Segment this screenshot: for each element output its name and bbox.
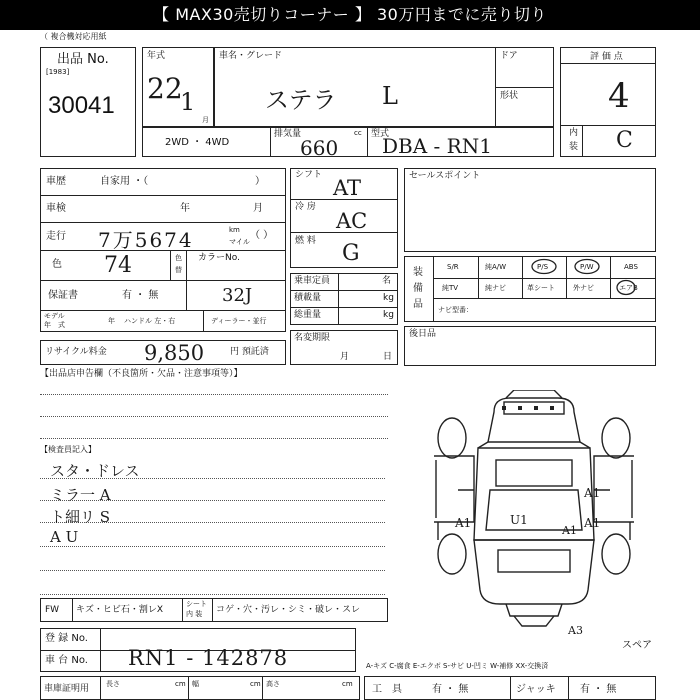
inspection-label: 車検 xyxy=(46,203,66,214)
registration-label: 登 録 No. xyxy=(45,633,88,644)
fuel-value: G xyxy=(342,241,360,266)
aircon-value: AC xyxy=(336,209,368,233)
tools-label: 工 具 xyxy=(372,684,402,695)
tools-options: 有 ・ 無 xyxy=(432,684,469,695)
displacement-unit: cc xyxy=(354,129,362,137)
year-value: 22 xyxy=(147,72,183,105)
mileage-label: 走行 xyxy=(46,231,66,242)
mileage-unit-km: km xyxy=(229,226,240,234)
damage-legend: A-キズ C-腐食 E-エクボ S-サビ U-凹ミ W-補修 XX-交換済 xyxy=(366,662,549,670)
capacity-unit: 名 xyxy=(382,276,392,286)
inspector-note-3: ト細リ S xyxy=(50,508,111,526)
color-value: 74 xyxy=(104,253,132,278)
name-change-month: 月 xyxy=(340,352,350,362)
capacity-label: 乗車定員 xyxy=(294,276,331,286)
mileage-value: 7万5674 xyxy=(98,228,194,252)
load-unit: kg xyxy=(383,293,394,303)
equip-genuine-navi: 純ナビ xyxy=(485,284,506,292)
fuel-label: 燃 料 xyxy=(295,236,316,246)
height-label: 高さ xyxy=(266,680,280,688)
height-unit: cm xyxy=(342,680,353,688)
warranty-label: 保証書 xyxy=(48,290,78,301)
fw-damage-options: キズ・ヒビ石・割レX xyxy=(76,605,163,615)
model-year-label-1: モデル xyxy=(44,312,65,320)
model-year-label-2: 年 式 xyxy=(44,321,65,329)
seat-label-2: 内 装 xyxy=(186,610,203,618)
fw-label: FW xyxy=(45,605,60,615)
shape-label: 形状 xyxy=(500,91,519,101)
gross-label: 総重量 xyxy=(294,310,322,320)
shift-label: シフト xyxy=(295,170,323,180)
garage-certificate-label: 車庫証明用 xyxy=(44,684,90,694)
shift-value: AT xyxy=(333,176,362,200)
color-change-label-2: 替 xyxy=(175,266,182,274)
interior-label-2: 装 xyxy=(569,142,579,152)
damage-mark-right: A1 xyxy=(584,516,601,530)
drive-options: 2WD ・ 4WD xyxy=(165,137,230,148)
corner-banner: 【 MAX30売切りコーナー 】 30万円までに売り切り xyxy=(0,0,700,30)
equip-pw-circle-mark xyxy=(573,258,601,275)
mileage-paren: （ ） xyxy=(250,230,274,241)
type-label: 型式 xyxy=(371,129,390,139)
door-label: ドア xyxy=(500,51,518,61)
car-damage-diagram xyxy=(418,390,650,628)
name-change-label: 名変期限 xyxy=(294,333,331,343)
displacement-value: 660 xyxy=(300,136,339,160)
history-value: 自家用 ・（ xyxy=(100,176,149,187)
displacement-label: 排気量 xyxy=(274,129,302,139)
gross-unit: kg xyxy=(383,310,394,320)
aircon-label: 冷 房 xyxy=(295,202,316,212)
equip-airbag-circle-mark xyxy=(615,279,637,296)
name-label: 車名・グレード xyxy=(219,51,283,61)
length-unit: cm xyxy=(175,680,186,688)
seat-label-1: シート xyxy=(186,600,207,608)
lot-small-code: [1983] xyxy=(46,68,70,76)
attachment-label: 後日品 xyxy=(409,329,437,339)
warranty-options: 有 ・ 無 xyxy=(122,290,159,301)
history-label: 車歴 xyxy=(46,176,66,187)
year-month-unit: 月 xyxy=(202,116,209,124)
inspector-note-1: スタ・ドレス xyxy=(50,462,140,480)
damage-mark-roof: U1 xyxy=(510,513,528,527)
grade-value: L xyxy=(382,82,398,110)
equip-aftermarket-navi: 外ナビ xyxy=(573,284,594,292)
equip-sunroof: S/R xyxy=(447,263,459,271)
mileage-unit-mile: マイル xyxy=(229,238,250,246)
equipment-label-2: 備 xyxy=(413,283,423,294)
damage-mark-rear: A3 xyxy=(568,624,583,637)
interior-label-1: 内 xyxy=(569,128,579,138)
equipment-label-3: 品 xyxy=(413,299,423,310)
recycle-label: リサイクル料金 xyxy=(45,347,107,357)
damage-mark-rear-right: A1 xyxy=(562,524,577,537)
recycle-value: 9,850 xyxy=(144,341,205,365)
spare-tire-label: スペア xyxy=(622,640,652,651)
seller-declaration-label: 【出品店申告欄（不良箇所・欠品・注意事項等）】 xyxy=(40,369,243,379)
type-value: DBA - RN1 xyxy=(382,134,492,158)
chassis-label: 車 台 No. xyxy=(45,655,88,666)
equip-leather-seat: 革シート xyxy=(527,284,555,292)
load-label: 積載量 xyxy=(294,293,322,303)
chassis-number: RN1 - 142878 xyxy=(128,646,289,670)
equip-ps-circle-mark xyxy=(530,258,558,275)
damage-mark-front-right: A1 xyxy=(584,486,601,500)
equipment-label-1: 装 xyxy=(413,267,423,278)
width-label: 幅 xyxy=(192,680,199,688)
handle-options: ハンドル 左・右 xyxy=(124,317,176,325)
model-name: ステラ xyxy=(265,86,337,114)
inspector-note-4: A U xyxy=(50,528,79,546)
form-header-fragment: （ 複合機対応用紙 xyxy=(40,32,107,41)
sales-point-label: セールスポイント xyxy=(409,171,481,181)
recycle-unit: 円 預託済 xyxy=(230,347,269,357)
inspector-notes-label: 【検査員記入】 xyxy=(40,445,96,454)
navi-model-label: ナビ型番： xyxy=(438,306,473,314)
color-number-label: カラーNo. xyxy=(198,253,240,263)
equip-power-window: P/W xyxy=(580,263,594,271)
lot-number: 30041 xyxy=(48,92,115,119)
equip-power-steering: P/S xyxy=(537,263,549,271)
color-change-label-1: 色 xyxy=(175,254,182,262)
color-label: 色 xyxy=(52,259,62,270)
lot-label: 出品 No. xyxy=(57,52,109,67)
width-unit: cm xyxy=(250,680,261,688)
history-close: ） xyxy=(255,176,265,187)
jack-label: ジャッキ xyxy=(516,684,556,695)
year-label: 年式 xyxy=(147,51,166,61)
model-year-unit: 年 xyxy=(108,317,115,325)
damage-mark-left: A1 xyxy=(455,516,472,530)
jack-options: 有 ・ 無 xyxy=(580,684,617,695)
year-month: 1 xyxy=(180,88,196,116)
equip-genuine-aw: 純A/W xyxy=(485,263,507,271)
equip-genuine-tv: 純TV xyxy=(442,284,459,292)
equip-abs: ABS xyxy=(624,263,638,271)
inspection-month-unit: 月 xyxy=(253,203,263,214)
dealer-options: ディーラー・並行 xyxy=(211,317,267,325)
interior-damage-options: コゲ・穴・汚レ・シミ・破レ・スレ xyxy=(216,605,361,615)
name-change-day: 日 xyxy=(383,352,393,362)
score-label: 評 価 点 xyxy=(590,52,623,62)
attachment-box xyxy=(404,326,656,366)
inspector-note-2: ミラ一 A xyxy=(50,486,111,504)
length-label: 長さ xyxy=(106,680,120,688)
inspection-year-unit: 年 xyxy=(180,203,190,214)
score-value: 4 xyxy=(608,76,630,116)
color-code-value: 32J xyxy=(222,285,253,306)
equip-airbag: エアB xyxy=(619,284,638,292)
interior-value: C xyxy=(616,128,633,153)
